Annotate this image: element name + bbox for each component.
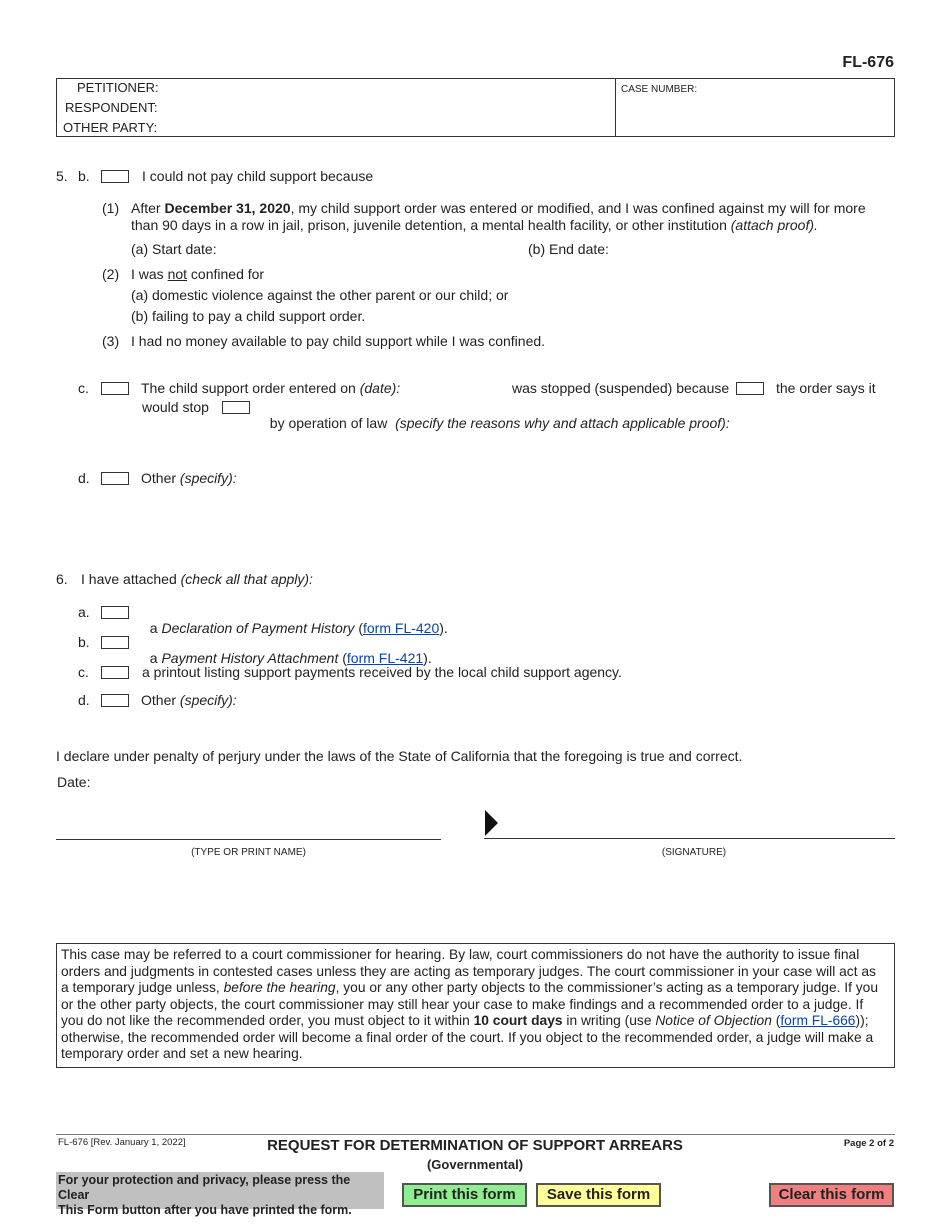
print-form-button[interactable]: Print this form [402,1183,527,1207]
item5b2-b: (b) failing to pay a child support order. [131,308,366,324]
start-date-label: (a) Start date: [131,241,217,257]
item6b-checkbox[interactable] [101,636,129,649]
item5b1-line2: than 90 days in a row in jail, prison, juvenile detention, a mental health facility, or other institution (attach proof). [131,217,818,233]
would-stop-text: would stop [142,399,209,415]
commissioner-notice [56,943,895,1068]
signature-caption: (SIGNATURE) [661,847,727,858]
operation-of-law-checkbox[interactable] [222,401,250,414]
item6d-text: Other (specify): [141,692,237,708]
name-line[interactable] [56,839,441,840]
order-says-text: the order says it [776,380,876,396]
end-date-label: (b) End date: [528,241,609,257]
privacy-line-2: This Form button after you have printed the form. [58,1203,352,1217]
notice-line-3: a temporary judge unless, before the hearing, you or any other party objects to the commissioner’s acting as a temporary judge. If you [61,980,879,995]
item5c-line1: The child support order entered on (date): [141,380,401,396]
item5d-letter: d. [78,470,90,486]
item5b1-line1: After December 31, 2020, my child support order was entered or modified, and I was confined against my will for more [131,200,866,216]
item5b2-a: (a) domestic violence against the other parent or our child; or [131,287,509,303]
signature-line[interactable] [484,838,895,839]
item5d-text: Other (specify): [141,470,237,486]
petitioner-label: PETITIONER: [77,80,159,95]
item6b-letter: b. [78,634,90,650]
item6-text: I have attached (check all that apply): [81,571,313,587]
privacy-notice [56,1172,384,1217]
form-fl421-link[interactable]: form FL-421 [346,650,424,666]
case-number-label: CASE NUMBER: [621,84,698,95]
clear-form-button[interactable]: Clear this form [769,1183,894,1207]
item5b-checkbox[interactable] [101,170,129,183]
notice-line-1: This case may be referred to a court commissioner for hearing. By law, court commissioners do not have the authority to issue final [61,947,860,962]
form-fl420-link[interactable]: form FL-420 [363,620,440,636]
item6c-letter: c. [78,664,89,680]
date-label: Date: [57,774,91,790]
other-party-label: OTHER PARTY: [63,120,158,135]
notice-line-6: otherwise, the recommended order will become a final order of the court. If you object to the recommended order, a judge will make a [61,1029,874,1045]
caption-box [56,78,895,137]
notice-line-4: or the other party objects, the court commissioner may still hear your case to make findings and a recommended order to a judge. If [61,996,864,1012]
footer-subtitle: (Governmental) [426,1157,524,1172]
item5c-checkbox[interactable] [101,382,129,395]
order-says-checkbox[interactable] [736,382,764,395]
item6b-text: a Payment History Attachment (form FL-421). [149,650,432,666]
item6a-text: a Declaration of Payment History (form FL-420). [149,620,448,636]
item6c-text: a printout listing support payments received by the local child support agency. [142,664,622,680]
notice-line-7: temporary order and set a new hearing. [61,1046,303,1061]
footer-rule [56,1134,895,1135]
item6a-letter: a. [78,604,90,620]
name-caption: (TYPE OR PRINT NAME) [191,847,306,858]
item5d-checkbox[interactable] [101,472,129,485]
item6a-checkbox[interactable] [101,606,129,619]
perjury-declaration: I declare under penalty of perjury under the laws of the State of California that the foregoing is true and correct. [56,748,743,764]
item6c-checkbox[interactable] [101,666,129,679]
page-number: Page 2 of 2 [843,1138,894,1149]
form-number: FL-676 [842,54,894,71]
footer-rev: FL-676 [Rev. January 1, 2022] [58,1137,186,1148]
signature-arrow-icon [485,810,498,836]
footer-title: REQUEST FOR DETERMINATION OF SUPPORT ARREARS [267,1137,683,1154]
item5b2-num: (2) [102,266,120,282]
item5-number: 5. [56,168,68,184]
item5b2-text: I was not confined for [131,266,265,282]
item5b3-num: (3) [102,333,120,349]
respondent-label: RESPONDENT: [65,100,158,115]
save-form-button[interactable]: Save this form [536,1183,661,1207]
item5c-stopped-text: was stopped (suspended) because [512,380,730,396]
item5b-text: I could not pay child support because [142,168,374,184]
item6-number: 6. [56,571,68,587]
form-fl666-link[interactable]: form FL-666 [780,1013,856,1028]
caption-divider [615,79,616,136]
privacy-line-1: For your protection and privacy, please press the Clear [58,1173,351,1202]
notice-line-2: orders and judgments in contested cases unless they are acting as temporary judges. The court commissioner in your case will act as [61,963,876,979]
item5b-letter: b. [78,168,90,184]
notice-line-5: you do not like the recommended order, you must object to it within 10 court days in writing (use Notice of Objection (form FL-666)); [61,1013,869,1028]
item5b1-num: (1) [102,200,120,216]
operation-of-law-text: by operation of law (specify the reasons why and attach applicable proof): [269,415,730,431]
item5b3-text: I had no money available to pay child support while I was confined. [131,333,546,349]
item5c-letter: c. [78,380,89,396]
item6d-letter: d. [78,692,90,708]
item6d-checkbox[interactable] [101,694,129,707]
